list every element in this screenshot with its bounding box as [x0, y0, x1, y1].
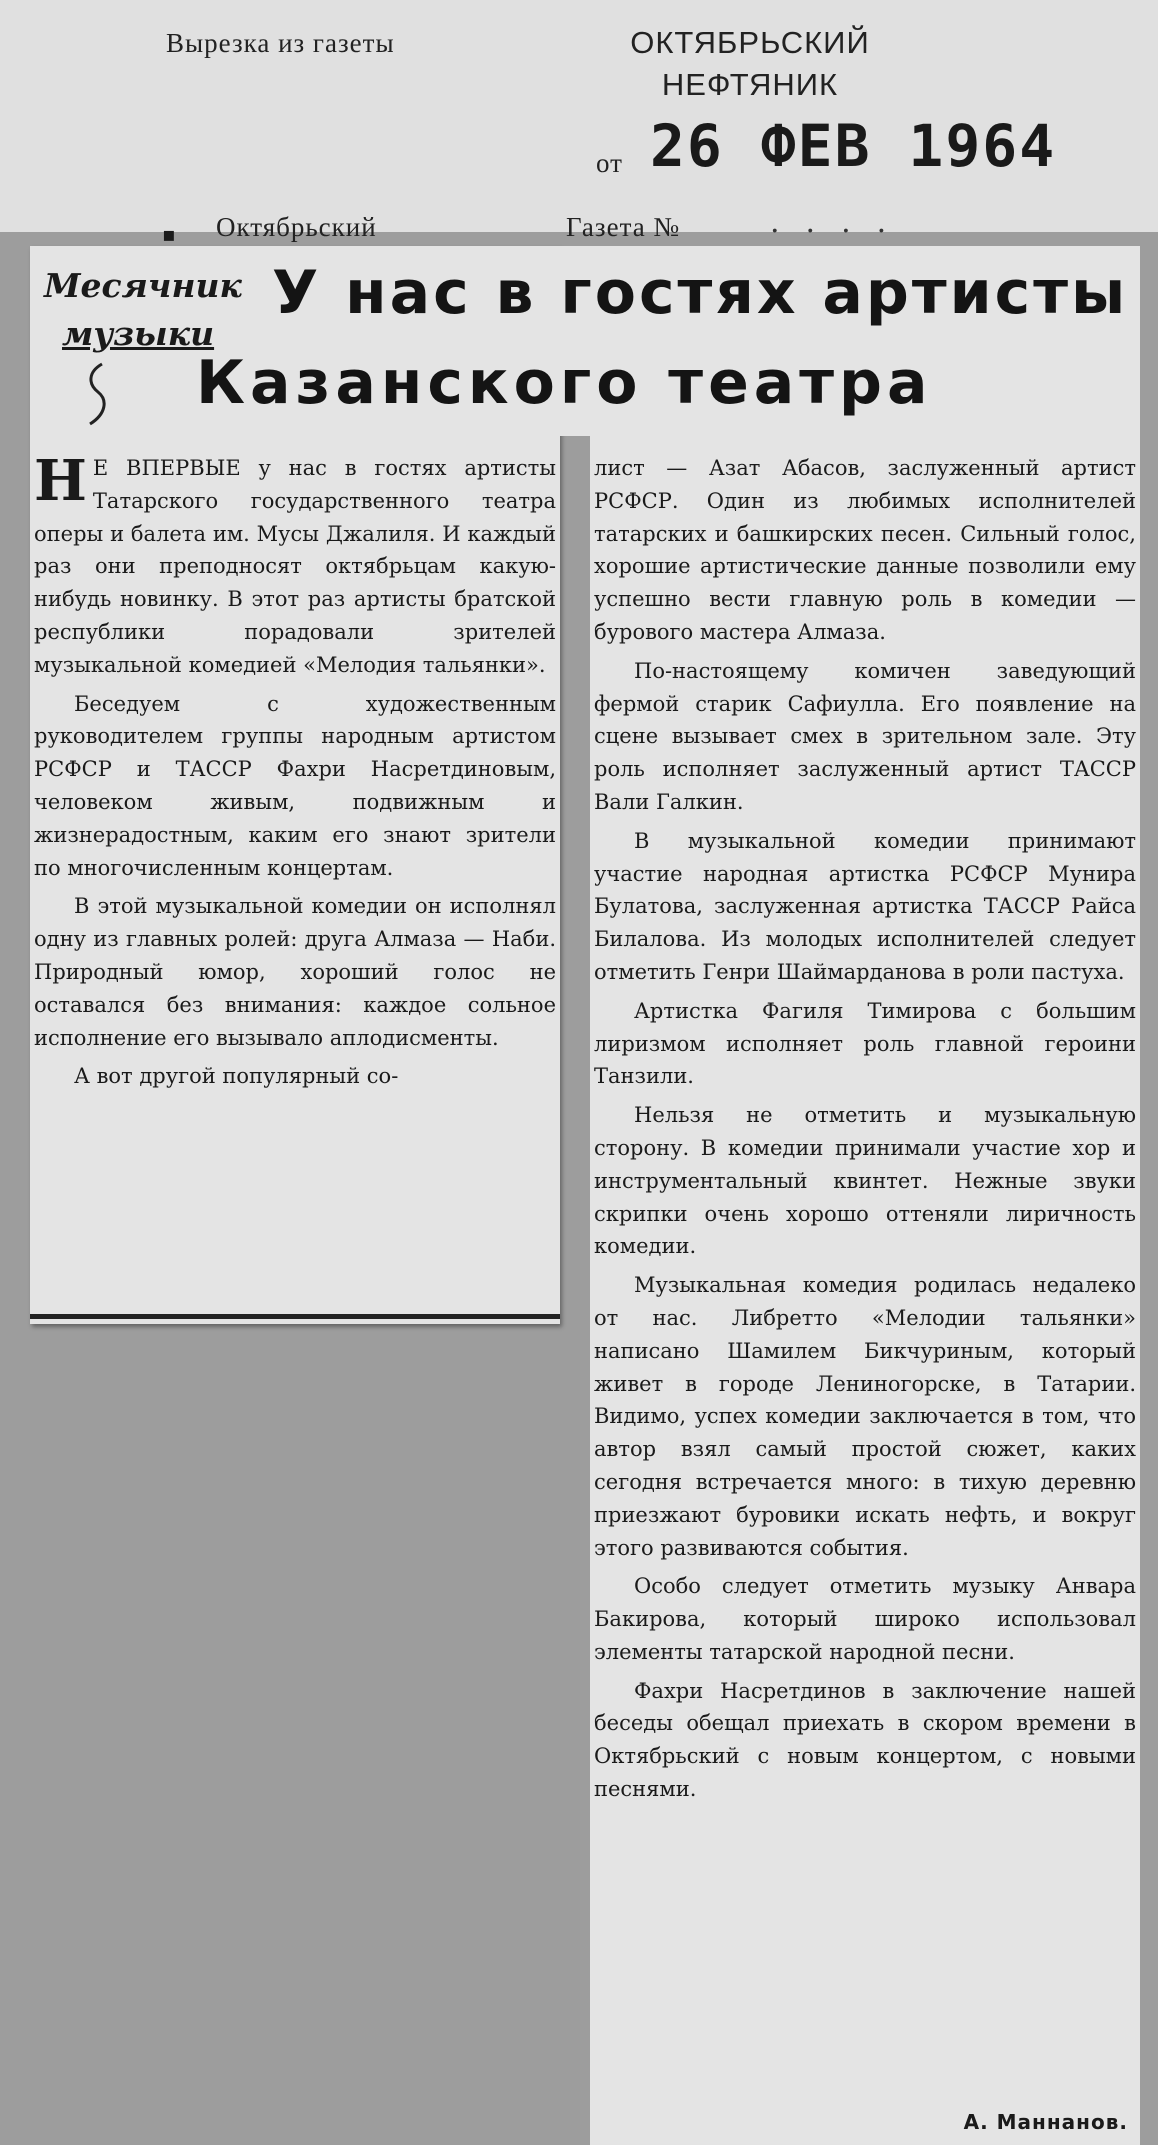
- rubric-line1: Месячник: [44, 266, 242, 305]
- paragraph: Беседуем с художественным руководителем группы народным артистом РСФСР и ТАССР Фахри Насретдиновым, человеком живым, подвижным и жизнерадостным, каким его знают зрители по многочисленным концертам.: [34, 691, 556, 880]
- paragraph: По-настоящему комичен заведующий фермой старик Сафиулла. Его появление на сцене вызывает смех в зрительном зале. Эту роль исполняет заслуженный артист ТАССР Вали Галкин.: [594, 658, 1136, 814]
- paragraph: Нельзя не отметить и музыкальную сторону. В комедии принимали участие хор и инструментальный квинтет. Нежные звуки скрипки очень хорошо оттеняли лиричность комедии.: [594, 1103, 1136, 1259]
- column-rule: [30, 1314, 560, 1319]
- bullet-mark: ▪: [162, 222, 176, 246]
- date-prefix: от: [596, 148, 623, 178]
- paragraph: Особо следует отметить музыку Анвара Бакирова, который широко использовал элементы татарской народной песни.: [594, 1574, 1136, 1664]
- article-column-right: [594, 452, 1136, 1812]
- paragraph: Фахри Насретдинов в заключение нашей беседы обещал приехать в скором времени в Октябрьский с новым концертом, с новыми песнями.: [594, 1678, 1136, 1802]
- paragraph: Н Е ВПЕРВЫЕ у нас в гостях артисты Татарского государственного театра оперы и балета им. Мусы Джалиля. И каждый раз они преподносят октябрьцам какую-нибудь новинку. В этот раз артисты братской республики порадовали зрителей музыкальной комедией «Мелодия тальянки».: [34, 448, 556, 677]
- headline-line2: Казанского театра: [196, 348, 933, 418]
- city-label: Октябрьский: [216, 212, 377, 242]
- paragraph: В музыкальной комедии принимают участие народная артистка РСФСР Мунира Булатова, заслуженная артистка ТАССР Райса Билалова. Из молодых исполнителей следует отметить Генри Шаймарданова в роли пастуха.: [594, 828, 1136, 984]
- paragraph: В этой музыкальной комедии он исполнял одну из главных ролей: друга Алмаза — Наби. Природный юмор, хороший голос не оставался без внимания: каждое сольное исполнение его вызывало аплодисменты.: [34, 894, 556, 1050]
- issue-label: Газета №: [566, 212, 681, 242]
- paragraph: Артистка Фагиля Тимирова с большим лиризмом исполняет роль главной героини Танзили.: [594, 998, 1136, 1089]
- headline-line1: У нас в гостях артисты: [272, 258, 1129, 328]
- paragraph: лист — Азат Абасов, заслуженный артист РСФСР. Один из любимых исполнителей татарских и башкирских песен. Сильный голос, хорошие артистические данные позволили ему успешно вести главную роль в комедии — бурового мастера Алмаза.: [594, 456, 1136, 644]
- author-signature: А. Маннанов.: [963, 2110, 1128, 2134]
- ornament-icon: [80, 360, 120, 430]
- clipping-label: Вырезка из газеты: [166, 28, 395, 58]
- issue-number-dots: ....: [770, 205, 913, 240]
- date-stamp: 26 ФЕВ 1964: [650, 112, 1057, 180]
- rubric-line2: музыки: [62, 314, 215, 353]
- article-column-left: [34, 448, 556, 1099]
- rubric: [44, 262, 244, 358]
- paragraph: Музыкальная комедия родилась недалеко от нас. Либретто «Мелодии тальянки» написано Шамилем Бикчуриным, который живет в городе Лениногорске, в Татарии. Видимо, успех комедии заключается в том, что автор взял самый простой сюжет, каких сегодня встречается много: в тихую деревню приезжают буровики искать нефть, и вокруг этого развиваются события.: [594, 1273, 1136, 1560]
- dropcap: Н: [34, 448, 87, 514]
- paragraph: А вот другой популярный со-: [74, 1064, 399, 1089]
- clipping-form-slip: [0, 0, 1158, 246]
- newspaper-name: ОКТЯБРЬСКИЙ НЕФТЯНИК: [630, 25, 870, 102]
